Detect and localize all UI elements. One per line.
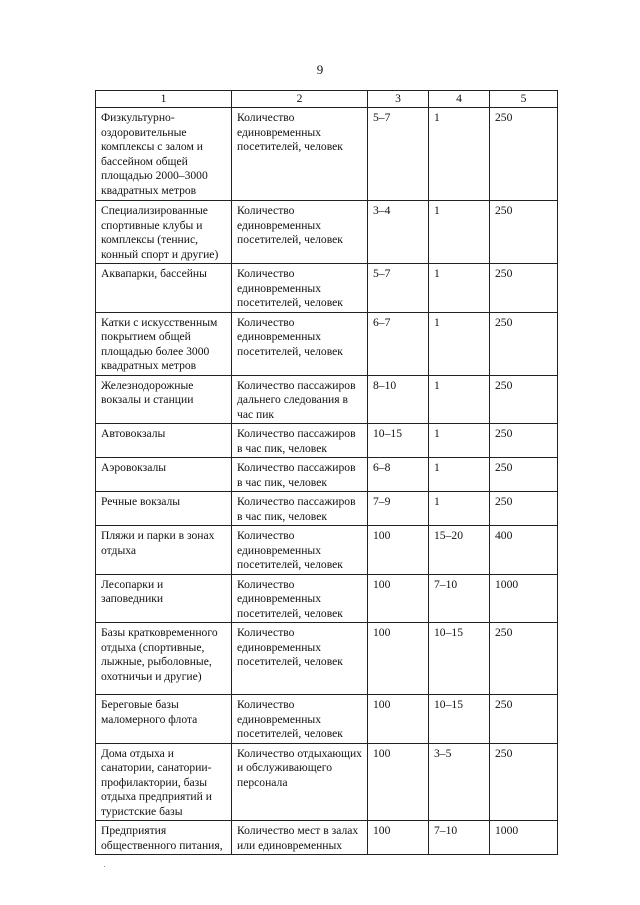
- cell-text: Количество пассажиров дальнего следования в час пик: [237, 378, 356, 421]
- capacity-unit-cell: [232, 526, 368, 575]
- value-cell: [368, 821, 429, 855]
- value-cell: [368, 526, 429, 575]
- table-row: [96, 264, 558, 313]
- table-row: [96, 821, 558, 855]
- cell-text: 1: [434, 427, 440, 440]
- value-cell: [429, 458, 490, 492]
- column-header: 2: [232, 91, 368, 108]
- value-cell: [490, 743, 558, 821]
- table-header-row: [96, 91, 558, 108]
- cell-text: 1: [434, 495, 440, 508]
- cell-text: Железнодорожные вокзалы и станции: [101, 378, 194, 406]
- capacity-unit-cell: [232, 375, 368, 424]
- capacity-unit-cell: [232, 743, 368, 821]
- value-cell: [490, 821, 558, 855]
- cell-text: Количество мест в залах или единовременных: [237, 824, 359, 852]
- cell-text: 100: [373, 698, 391, 711]
- value-cell: [429, 821, 490, 855]
- cell-text: Количество единовременных посетителей, человек: [237, 204, 343, 246]
- cell-text: 250: [495, 698, 513, 711]
- cell-text: 400: [495, 529, 513, 542]
- cell-text: 5–7: [373, 267, 391, 280]
- value-cell: [490, 264, 558, 313]
- table-row: [96, 743, 558, 821]
- value-cell: [490, 312, 558, 375]
- cell-text: Предприятия общественного питания,: [101, 824, 223, 852]
- value-cell: [368, 574, 429, 623]
- object-type-cell: [96, 574, 232, 623]
- value-cell: [490, 623, 558, 695]
- table-row: [96, 375, 558, 424]
- cell-text: 100: [373, 746, 391, 760]
- cell-text: 1000: [495, 577, 519, 591]
- cell-text: Специализированные спортивные клубы и комплексы (теннис, конный спорт и другие): [101, 204, 219, 261]
- cell-text: Аквапарки, бассейны: [101, 267, 207, 280]
- cell-text: Количество отдыхающих и обслуживающего персонала: [237, 746, 362, 789]
- cell-text: 250: [495, 626, 513, 639]
- cell-text: 100: [373, 577, 391, 591]
- capacity-unit-cell: [232, 264, 368, 313]
- cell-text: 10–15: [373, 427, 402, 440]
- cell-text: Катки с искусственным покрытием общей площадью более 3000 квадратных метров: [101, 315, 218, 372]
- cell-text: Физкультурно- оздоровительные комплексы с залом и бассейном общей площадью 2000–3000 квадратных метров: [101, 111, 208, 197]
- object-type-cell: [96, 264, 232, 313]
- column-header: 4: [429, 91, 490, 108]
- value-cell: [490, 108, 558, 201]
- cell-text: 100: [373, 529, 391, 542]
- cell-text: Речные вокзалы: [101, 495, 181, 508]
- value-cell: [490, 492, 558, 526]
- cell-text: Количество единовременных посетителей, человек: [237, 111, 343, 153]
- column-header: 5: [490, 91, 558, 108]
- object-type-cell: [96, 424, 232, 458]
- value-cell: [368, 623, 429, 695]
- cell-text: Лесопарки и заповедники: [101, 577, 164, 605]
- value-cell: [490, 695, 558, 744]
- value-cell: [368, 458, 429, 492]
- cell-text: Количество единовременных посетителей, человек: [237, 626, 343, 668]
- object-type-cell: [96, 821, 232, 855]
- cell-text: Количество пассажиров в час пик, человек: [237, 495, 356, 523]
- value-cell: [429, 264, 490, 313]
- cell-text: 1: [434, 111, 440, 124]
- cell-text: 3–5: [434, 746, 452, 760]
- object-type-cell: [96, 312, 232, 375]
- cell-text: Количество единовременных посетителей, человек: [237, 315, 343, 358]
- capacity-unit-cell: [232, 312, 368, 375]
- capacity-unit-cell: [232, 623, 368, 695]
- value-cell: [429, 695, 490, 744]
- table-row: [96, 424, 558, 458]
- table-row: [96, 623, 558, 695]
- cell-text: 1: [434, 315, 440, 329]
- scan-speck: [104, 866, 105, 867]
- cell-text: 250: [495, 204, 513, 217]
- cell-text: 3–4: [373, 204, 391, 217]
- cell-text: 7–10: [434, 824, 458, 837]
- value-cell: [368, 108, 429, 201]
- value-cell: [429, 375, 490, 424]
- object-type-cell: [96, 526, 232, 575]
- cell-text: 7–10: [434, 577, 458, 591]
- value-cell: [429, 492, 490, 526]
- value-cell: [429, 424, 490, 458]
- column-header: 1: [96, 91, 232, 108]
- table-row: [96, 492, 558, 526]
- object-type-cell: [96, 492, 232, 526]
- value-cell: [490, 375, 558, 424]
- cell-text: 1: [434, 267, 440, 280]
- cell-text: 6–7: [373, 315, 391, 329]
- table-row: [96, 312, 558, 375]
- value-cell: [368, 264, 429, 313]
- value-cell: [490, 424, 558, 458]
- cell-text: Аэровокзалы: [101, 461, 167, 474]
- cell-text: 250: [495, 746, 513, 760]
- cell-text: 7–9: [373, 495, 391, 508]
- cell-text: 10–15: [434, 698, 463, 711]
- object-type-cell: [96, 623, 232, 695]
- capacity-unit-cell: [232, 108, 368, 201]
- table-row: [96, 108, 558, 201]
- value-cell: [429, 526, 490, 575]
- cell-text: 6–8: [373, 461, 391, 474]
- value-cell: [429, 201, 490, 264]
- cell-text: 1: [434, 204, 440, 217]
- table-row: [96, 526, 558, 575]
- page-number: 9: [316, 62, 324, 77]
- capacity-unit-cell: [232, 695, 368, 744]
- cell-text: 1000: [495, 824, 519, 837]
- cell-text: 5–7: [373, 111, 391, 124]
- object-type-cell: [96, 108, 232, 201]
- cell-text: Количество пассажиров в час пик, человек: [237, 427, 356, 455]
- cell-text: 250: [495, 495, 513, 508]
- norms-table: [95, 90, 558, 855]
- cell-text: Количество пассажиров в час пик, человек: [237, 461, 356, 489]
- table-row: [96, 201, 558, 264]
- cell-text: 15–20: [434, 529, 463, 542]
- cell-text: Береговые базы маломерного флота: [101, 698, 198, 726]
- object-type-cell: [96, 201, 232, 264]
- cell-text: 100: [373, 626, 391, 639]
- value-cell: [368, 492, 429, 526]
- value-cell: [368, 743, 429, 821]
- capacity-unit-cell: [232, 201, 368, 264]
- cell-text: 250: [495, 378, 513, 392]
- capacity-unit-cell: [232, 492, 368, 526]
- cell-text: 10–15: [434, 626, 463, 639]
- value-cell: [368, 375, 429, 424]
- cell-text: 250: [495, 315, 513, 329]
- column-header: 3: [368, 91, 429, 108]
- object-type-cell: [96, 458, 232, 492]
- value-cell: [429, 312, 490, 375]
- value-cell: [368, 424, 429, 458]
- value-cell: [490, 458, 558, 492]
- table-row: [96, 695, 558, 744]
- value-cell: [429, 743, 490, 821]
- cell-text: Автовокзалы: [101, 427, 166, 440]
- cell-text: 250: [495, 461, 513, 474]
- table-row: [96, 458, 558, 492]
- cell-text: 8–10: [373, 378, 397, 392]
- cell-text: Количество единовременных посетителей, человек: [237, 267, 343, 309]
- cell-text: Количество единовременных посетителей, человек: [237, 577, 343, 620]
- cell-text: Пляжи и парки в зонах отдыха: [101, 529, 215, 557]
- value-cell: [490, 201, 558, 264]
- cell-text: 1: [434, 461, 440, 474]
- value-cell: [429, 623, 490, 695]
- cell-text: 250: [495, 427, 513, 440]
- table-row: [96, 574, 558, 623]
- cell-text: 1: [434, 378, 440, 392]
- cell-text: 250: [495, 111, 513, 124]
- object-type-cell: [96, 375, 232, 424]
- cell-text: Количество единовременных посетителей, человек: [237, 529, 343, 571]
- value-cell: [429, 574, 490, 623]
- value-cell: [368, 201, 429, 264]
- value-cell: [429, 108, 490, 201]
- cell-text: Дома отдыха и санатории, санатории- профилактории, базы отдыха предприятий и туристские базы: [101, 746, 212, 818]
- cell-text: Базы кратковременного отдыха (спортивные, лыжные, рыболовные, охотничьи и другие): [101, 626, 218, 683]
- object-type-cell: [96, 743, 232, 821]
- capacity-unit-cell: [232, 574, 368, 623]
- value-cell: [368, 695, 429, 744]
- value-cell: [368, 312, 429, 375]
- cell-text: 100: [373, 824, 391, 837]
- cell-text: Количество единовременных посетителей, человек: [237, 698, 343, 740]
- object-type-cell: [96, 695, 232, 744]
- value-cell: [490, 574, 558, 623]
- value-cell: [490, 526, 558, 575]
- capacity-unit-cell: [232, 424, 368, 458]
- cell-text: 250: [495, 267, 513, 280]
- capacity-unit-cell: [232, 821, 368, 855]
- capacity-unit-cell: [232, 458, 368, 492]
